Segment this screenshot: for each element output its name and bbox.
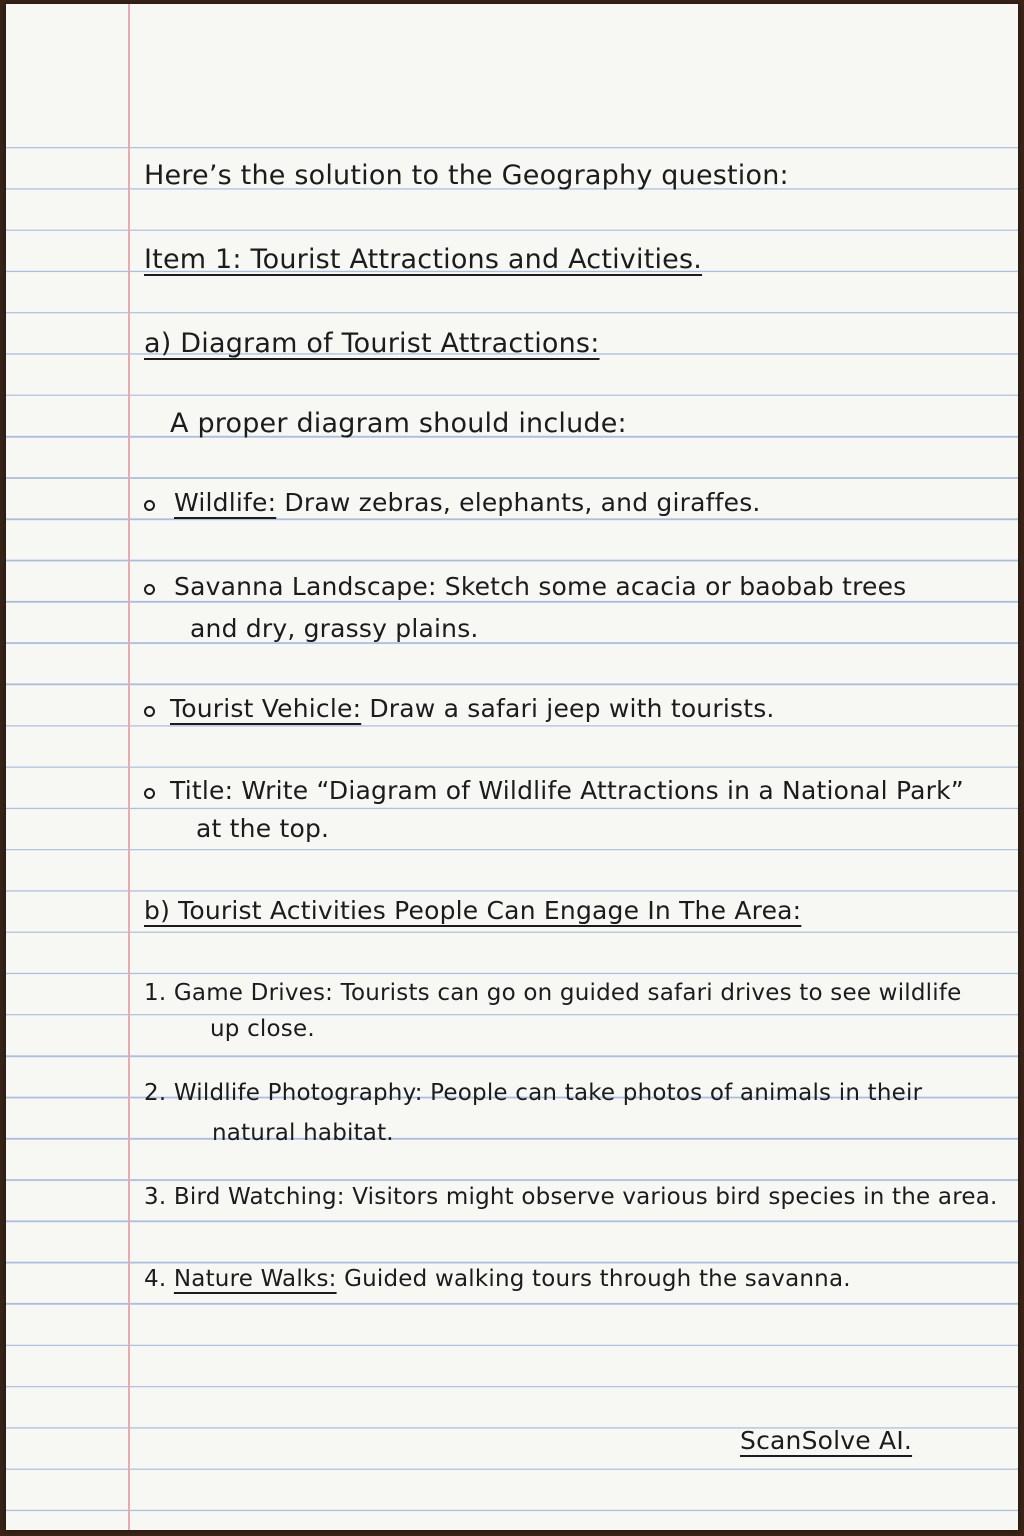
bullet-dot <box>144 788 155 799</box>
bullet-label: Wildlife: <box>174 488 277 517</box>
item-label: Game Drives: <box>173 980 334 1006</box>
bullet-label: Title: <box>170 776 234 805</box>
page-top-margin <box>6 4 1018 108</box>
item-number: 1. <box>144 980 167 1006</box>
page-heading: Here’s the solution to the Geography question: <box>144 160 789 191</box>
bullet-text: Draw a safari jeep with tourists. <box>369 694 775 723</box>
item-label: Wildlife Photography: <box>173 1080 423 1106</box>
activity-bird-watching <box>144 1184 998 1210</box>
activity-nature-walks <box>144 1266 851 1292</box>
item-number: 4. <box>144 1266 167 1292</box>
bullet-text: Write “Diagram of Wildlife Attractions in a National Park” <box>241 776 964 805</box>
item-text: Guided walking tours through the savanna. <box>344 1266 851 1292</box>
item-label: Nature Walks: <box>173 1266 337 1292</box>
item-label: Bird Watching: <box>173 1184 345 1210</box>
item-text: Tourists can go on guided safari drives to see wildlife <box>340 980 962 1006</box>
bullet-label: Savanna Landscape: <box>174 572 437 601</box>
part-a-intro: A proper diagram should include: <box>170 408 627 439</box>
item-number: 2. <box>144 1080 167 1106</box>
item-title: Item 1: Tourist Attractions and Activities. <box>144 244 703 275</box>
bullet-dot <box>144 706 155 717</box>
item-text: Visitors might observe various bird species in the area. <box>352 1184 998 1210</box>
bullet-title <box>170 776 964 805</box>
activity-game-drives <box>144 980 962 1006</box>
item-continuation: up close. <box>210 1016 315 1042</box>
item-text: People can take photos of animals in their <box>430 1080 923 1106</box>
bullet-continuation: and dry, grassy plains. <box>190 614 479 643</box>
bullet-savanna-landscape <box>174 572 906 601</box>
bullet-text: Sketch some acacia or baobab trees <box>444 572 907 601</box>
bullet-dot <box>144 584 155 595</box>
item-continuation: natural habitat. <box>212 1120 394 1146</box>
item-number: 3. <box>144 1184 167 1210</box>
part-b-title: b) Tourist Activities People Can Engage In The Area: <box>144 896 802 925</box>
signature: ScanSolve AI. <box>740 1426 913 1455</box>
bullet-text: Draw zebras, elephants, and giraffes. <box>284 488 761 517</box>
bullet-dot <box>144 500 155 511</box>
bullet-wildlife <box>174 488 761 517</box>
part-a-title: a) Diagram of Tourist Attractions: <box>144 328 600 359</box>
notebook-page <box>6 4 1018 1530</box>
bullet-label: Tourist Vehicle: <box>170 694 362 723</box>
activity-wildlife-photography <box>144 1080 922 1106</box>
margin-line <box>128 4 130 1530</box>
bullet-continuation: at the top. <box>196 814 330 843</box>
bullet-tourist-vehicle <box>170 694 775 723</box>
